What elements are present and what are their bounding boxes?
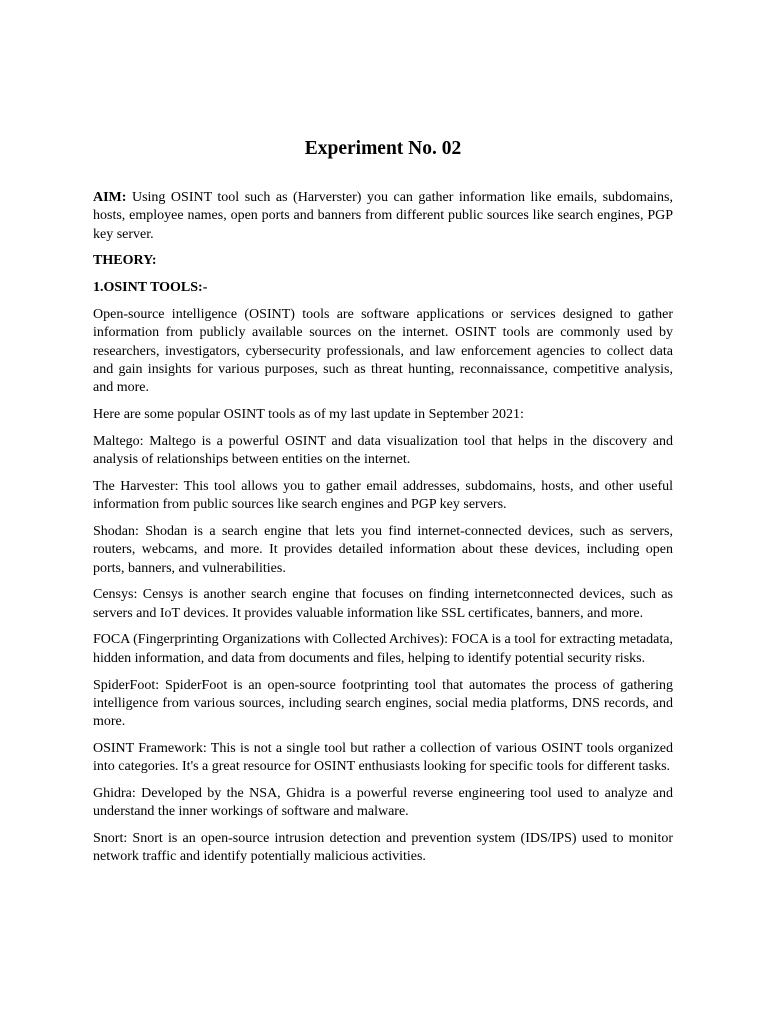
page-title: Experiment No. 02	[304, 138, 462, 159]
theory-heading: THEORY:	[93, 253, 157, 269]
tool-paragraph-snort: Snort: Snort is an open-source intrusion detection and prevention system (IDS/IPS) used to monitor network traffic and identify potentially malicious activities.	[93, 831, 673, 865]
aim-text: Using OSINT tool such as (Harverster) you can gather information like emails, subdomains, hosts, employee names, open ports and banners from different public sources like search engines, PGP key server.	[93, 190, 673, 242]
document-body	[93, 137, 673, 875]
section-heading: 1.OSINT TOOLS:-	[93, 280, 208, 296]
tool-paragraph-osint-framework: OSINT Framework: This is not a single tool but rather a collection of various OSINT tools organized into categories. It's a great resource for OSINT enthusiasts looking for specific tools for different tasks.	[93, 740, 673, 775]
aim-paragraph	[93, 189, 673, 244]
tool-paragraph-foca: FOCA (Fingerprinting Organizations with Collected Archives): FOCA is a tool for extracting metadata, hidden information, and data from documents and files, helping to identify potential security risks.	[93, 632, 673, 666]
tool-paragraph-spiderfoot: SpiderFoot: SpiderFoot is an open-source footprinting tool that automates the process of gathering intelligence from various sources, including search engines, social media platforms, DNS records, and more.	[93, 677, 673, 730]
tool-paragraph-censys: Censys: Censys is another search engine that focuses on finding internetconnected devices, such as servers and IoT devices. It provides valuable information like SSL certificates, banners, and more.	[93, 587, 673, 621]
tool-paragraph-shodan: Shodan: Shodan is a search engine that lets you find internet-connected devices, such as servers, routers, webcams, and more. It provides detailed information about these devices, including open ports, banners, and vulnerabilities.	[93, 523, 673, 576]
intro-paragraph: Open-source intelligence (OSINT) tools are software applications or services designed to gather information from publicly available sources on the internet. OSINT tools are commonly used by researchers, investigators, cybersecurity professionals, and law enforcement agencies to collect data and gain insights for various purposes, such as threat hunting, reconnaissance, competitive analysis, and more.	[93, 306, 673, 396]
list-intro-paragraph: Here are some popular OSINT tools as of my last update in September 2021:	[93, 406, 524, 422]
tool-paragraph-ghidra: Ghidra: Developed by the NSA, Ghidra is a powerful reverse engineering tool used to analyze and understand the inner workings of software and malware.	[93, 786, 673, 820]
aim-label: AIM:	[93, 190, 127, 205]
tool-paragraph-harvester: The Harvester: This tool allows you to gather email addresses, subdomains, hosts, and other useful information from public sources like search engines and PGP key servers.	[93, 478, 673, 513]
tool-paragraph-maltego: Maltego: Maltego is a powerful OSINT and data visualization tool that helps in the discovery and analysis of relationships between entities on the internet.	[93, 433, 673, 468]
